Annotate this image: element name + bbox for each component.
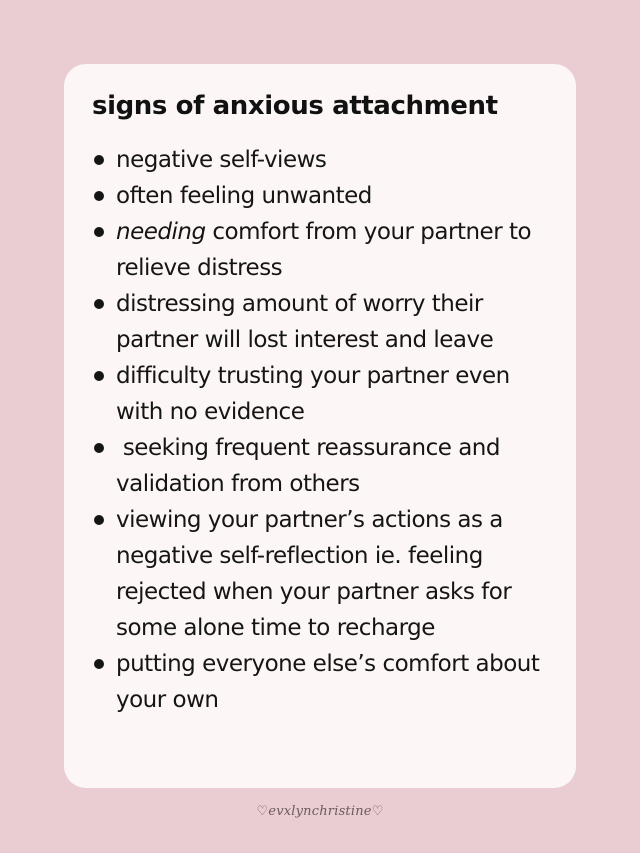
- list-item: [92, 214, 554, 286]
- list-item-text: comfort from your partner to relieve distress: [116, 219, 532, 281]
- list-item-text: often feeling unwanted: [116, 183, 372, 209]
- bullet-icon: [94, 227, 104, 237]
- bullet-icon: [94, 443, 104, 453]
- list-item: [92, 142, 554, 178]
- list-item-text: difficulty trusting your partner even with no evidence: [116, 363, 510, 425]
- list-item: [92, 358, 554, 430]
- bullet-icon: [94, 299, 104, 309]
- info-card: [64, 64, 576, 788]
- list-item: [92, 430, 554, 502]
- bullet-icon: [94, 659, 104, 669]
- footer-credit: [0, 804, 640, 819]
- list-item: [92, 286, 554, 358]
- signs-list: [92, 142, 554, 718]
- list-item-text: negative self-views: [116, 147, 327, 173]
- list-item-emphasis: needing: [116, 219, 206, 245]
- heart-right-icon: ♡: [371, 804, 384, 819]
- list-item: [92, 178, 554, 214]
- card-title: signs of anxious attachment: [92, 91, 498, 121]
- author-handle: evxlynchristine: [268, 804, 372, 819]
- bullet-icon: [94, 515, 104, 525]
- bullet-icon: [94, 191, 104, 201]
- list-item: [92, 646, 554, 718]
- list-item: [92, 502, 554, 646]
- bullet-icon: [94, 371, 104, 381]
- list-item-text: distressing amount of worry their partner will lost interest and leave: [116, 291, 494, 353]
- list-item-text: viewing your partner’s actions as a negative self-reflection ie. feeling rejected when your partner asks for some alone time to recharge: [116, 507, 512, 641]
- bullet-icon: [94, 155, 104, 165]
- heart-left-icon: ♡: [256, 804, 269, 819]
- list-item-text: seeking frequent reassurance and validation from others: [116, 435, 500, 497]
- list-item-text: putting everyone else’s comfort about your own: [116, 651, 540, 713]
